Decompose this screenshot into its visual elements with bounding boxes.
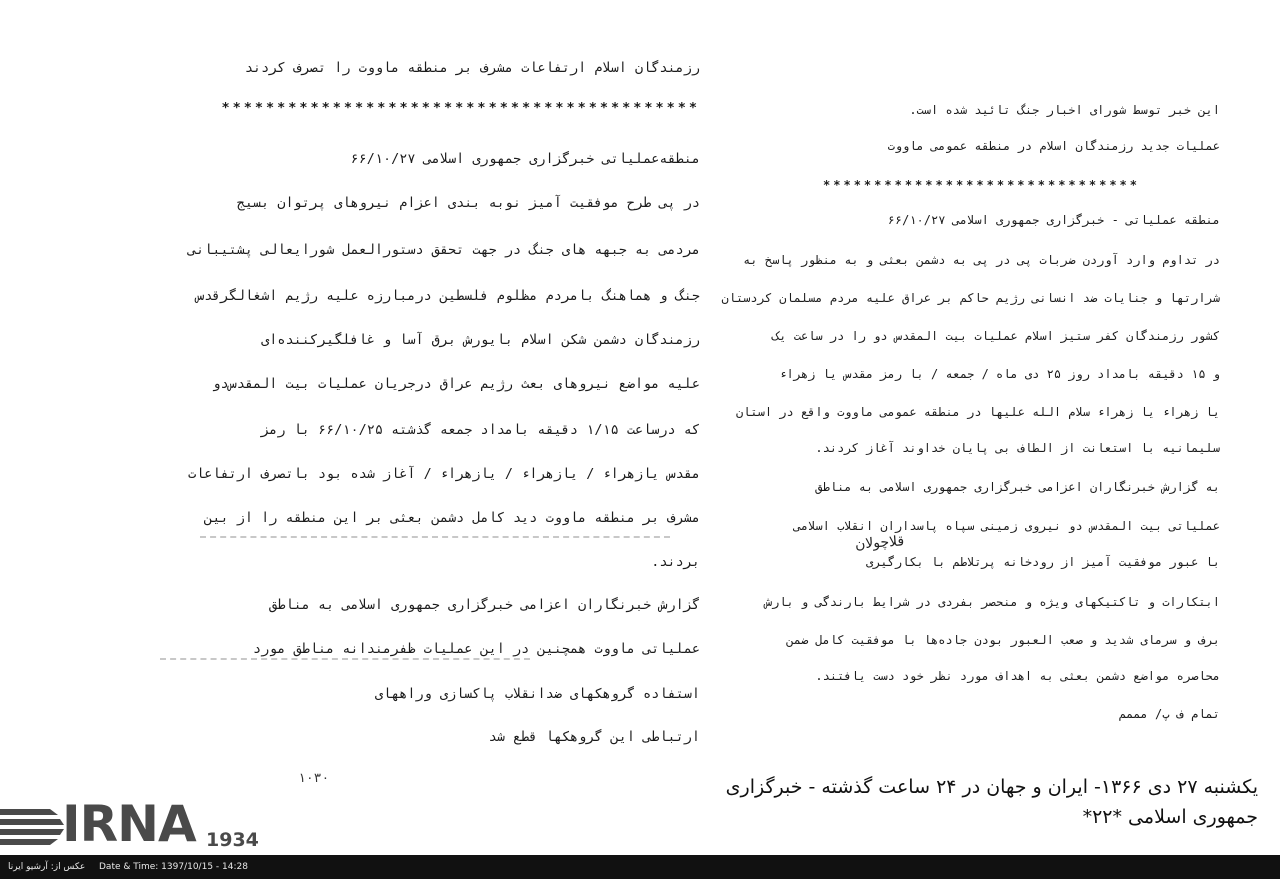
left-text-column [155,60,700,780]
headline-left: رزمندگان اسلام ارتفاعات مشرف بر منطقه ماووت را تصرف کردند [244,60,700,76]
text-line: و ۱۵ دقیقه بامداد روز ۲۵ دی ماه / جمعه / با رمز مقدس یا زهراء [779,367,1220,381]
text-line: علیه مواضع نیروهای بعث رژیم عراق درجریان عملیات بیت المقدس‌دو [212,376,700,392]
text-line: با عبور موفقیت آمیز از رودخانه پرتلاطم با بکارگیری [865,555,1220,569]
text-line: در پی طرح موفقیت آمیز نوبه بندی اعزام نیروهای پرتوان بسیج [236,195,700,211]
text-line: ابتکارات و تاکتیکهای ویژه و منحصر بفردی در شرایط بارندگی و بارش [764,595,1220,609]
text-line: تمام ف پ/ مممم [1118,707,1220,721]
text-line: عملیاتی بیت المقدس دو نیروی زمینی سپاه پاسداران انقلاب اسلامی [793,519,1220,533]
faint-rule [160,658,530,660]
handwritten-note: قلاچولان [854,533,905,553]
text-line: مشرف بر منطقه ماووت دید کامل دشمن بعثی بر این منطقه را از بین [204,510,700,526]
text-line: بردند. [651,554,700,570]
text-line: استفاده گروهکهای ضدانقلاب پاکسازی وراههای [374,686,700,702]
text-line: شرارتها و جنایات ضد انسانی رژیم حاکم بر عراق علیه مردم مسلمان کردستان [721,291,1220,305]
photo-credit: عکس از: آرشیو ایرنا [8,862,86,872]
text-line: در تداوم وارد آوردن ضربات پی در پی به دشمن بعثی و به منظور پاسخ به [743,253,1220,267]
photo-caption: یکشنبه ۲۷ دی ۱۳۶۶- ایران و جهان در ۲۴ ساعت گذشته - خبرگزاری جمهوری اسلامی *۲۲* [725,776,1258,828]
text-line: عملیاتی ماووت همچنین در این عملیات ظفرمندانه مناطق مورد [252,641,700,657]
text-line: جنگ و هماهنگ بامردم مظلوم فلسطین درمبارزه علیه رژیم اشغالگرقدس [196,288,700,304]
logo-wordmark: IRNA [62,795,196,853]
text-line: گزارش خبرنگاران اعزامی خبرگزاری جمهوری اسلامی به مناطق [269,597,700,613]
text-line: مردمی به جبهه های جنگ در جهت تحقق دستورالعمل شورایعالی پشتیبانی [187,242,700,258]
note-confirmation: این خبر توسط شورای اخبار جنگ تائید شده است. [909,103,1220,117]
dateline-right: منطقه عملیاتی - خبرگزاری جمهوری اسلامی ۶۶/۱۰/۲۷ [887,213,1220,227]
text-line: سلیمانیه با استعانت از الطاف بی پایان خداوند آغاز کردند. [815,441,1220,455]
text-line: یا زهراء یا زهراء سلام الله علیها در منطقه عمومی ماووت واقع در استان [735,405,1220,419]
headline-right: عملیات جدید رزمندگان اسلام در منطقه عمومی ماووت [887,139,1220,153]
text-line: محاصره مواضع دشمن بعثی به اهداف مورد نظر خود دست یافتند. [815,669,1220,683]
text-line: ارتباطی این گروهکها قطع شد [488,729,700,745]
text-line: برف و سرمای شدید و صعب العبور بودن جاده‌ها با موفقیت کامل ضمن [786,633,1220,647]
separator-stars: ******************************* [823,178,1140,192]
text-line: که درساعت ۱/۱۵ دقیقه بامداد جمعه گذشته ۶۶/۱۰/۲۵ با رمز [261,422,700,438]
footer-bar [0,855,1280,879]
text-line: مقدس یازهراء / یازهراء / یازهراء / آغاز شده بود باتصرف ارتفاعات [187,466,700,482]
faint-rule [200,536,670,538]
right-text-column [720,95,1220,735]
text-line: رزمندگان دشمن شکن اسلام بایورش برق آسا و غافلگیرکننده‌ای [261,332,700,348]
date-time: Date & Time: 1397/10/15 - 14:28 [99,862,248,872]
logo-year: 1934 [206,829,259,851]
text-line: کشور رزمندگان کفر ستیز اسلام عملیات بیت المقدس دو را در ساعت یک [772,329,1220,343]
dateline-left: منطقه‌عملیاتی خبرگزاری جمهوری اسلامی ۶۶/۱۰/۲۷ [350,151,700,167]
separator-stars: ******************************************* [221,100,700,116]
irna-logo [0,795,270,853]
text-line: به گزارش خبرنگاران اعزامی خبرگزاری جمهوری اسلامی به مناطق [815,480,1220,494]
page-number: ۱۰۳۰ [298,771,330,786]
